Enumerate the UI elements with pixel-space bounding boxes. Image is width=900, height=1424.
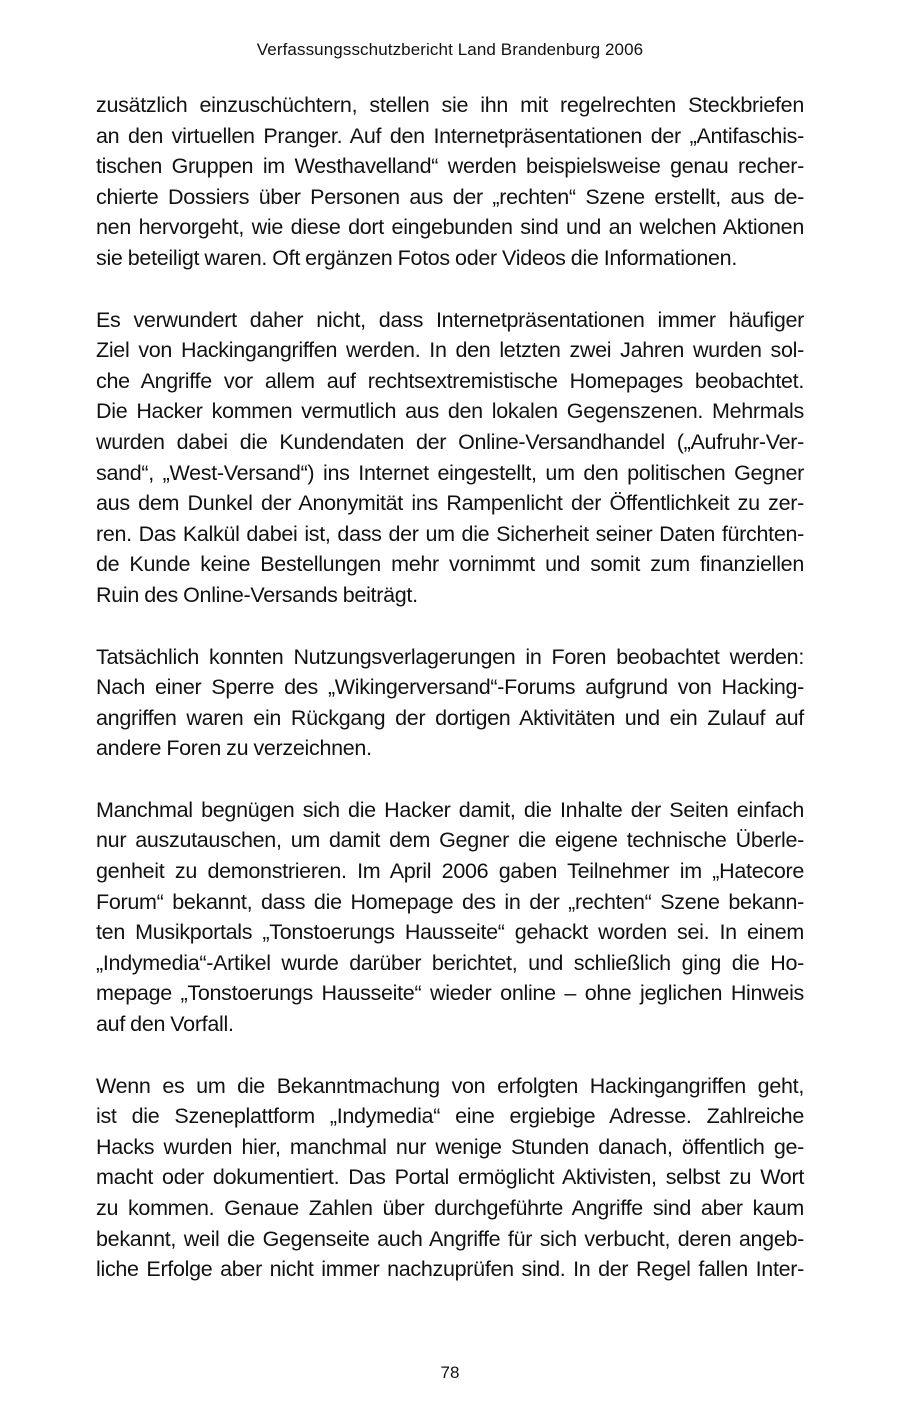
text-line: sand“, „West-Versand“) ins Internet eingestellt, um den politischen Gegner [96,460,804,485]
running-header: Verfassungsschutzbericht Land Brandenburg 2006 [256,40,644,59]
text-line: Es verwundert daher nicht, dass Internetpräsentationen immer häufiger [96,307,804,332]
text-line: Ziel von Hackingangriffen werden. In den letzten zwei Jahren wurden sol- [96,338,804,363]
text-line: aus dem Dunkel der Anonymität ins Rampenlicht der Öffentlichkeit zu zer- [96,491,804,516]
text-line: angriffen waren ein Rückgang der dortigen Aktivitäten und ein Zulauf auf [96,705,804,730]
paragraph-4 [96,795,804,1040]
text-line: „Indymedia“-Artikel wurde darüber berichtet, und schließlich ging die Ho- [96,950,804,975]
paragraph-2 [96,305,804,611]
text-line: Tatsächlich konnten Nutzungsverlagerungen in Foren beobachtet werden: [96,644,804,669]
text-line: Nach einer Sperre des „Wikingerversand“-Forums aufgrund von Hacking- [96,675,804,700]
text-line: che Angriffe vor allem auf rechtsextremistische Homepages beobachtet. [96,368,804,393]
text-line: macht oder dokumentiert. Das Portal ermöglicht Aktivisten, selbst zu Wort [96,1165,804,1190]
text-line: chierte Dossiers über Personen aus der „rechten“ Szene erstellt, aus de- [96,184,804,209]
text-line: nur auszutauschen, um damit dem Gegner die eigene technische Überle- [96,828,804,853]
page-number: 78 [440,1363,460,1382]
text-line: ren. Das Kalkül dabei ist, dass der um die Sicherheit seiner Daten fürchten- [96,521,804,546]
text-line: zu kommen. Genaue Zahlen über durchgeführte Angriffe sind aber kaum [96,1196,804,1220]
text-line: de Kunde keine Bestellungen mehr vornimmt und somit zum finanziellen [96,552,804,577]
text-line: Die Hacker kommen vermutlich aus den lokalen Gegenszenen. Mehrmals [96,399,804,424]
text-line: liche Erfolge aber nicht immer nachzuprüfen sind. In der Regel fallen Inter- [96,1257,804,1282]
text-line: wurden dabei die Kundendaten der Online-Versandhandel („Aufruhr-Ver- [96,429,804,454]
text-line: mepage „Tonstoerungs Hausseite“ wieder online – ohne jeglichen Hinweis [96,981,804,1006]
text-line: Wenn es um die Bekanntmachung von erfolgten Hackingangriffen geht, [96,1073,804,1098]
text-line: nen hervorgeht, wie diese dort eingebunden sind und an welchen Aktionen [96,215,804,240]
text-line: genheit zu demonstrieren. Im April 2006 gaben Teilnehmer im „Hatecore [96,859,804,884]
text-line: andere Foren zu verzeichnen. [96,736,372,761]
text-line: Forum“ bekannt, dass die Homepage des in der „rechten“ Szene bekann- [96,889,804,914]
text-line: auf den Vorfall. [96,1012,234,1037]
text-line: ten Musikportals „Tonstoerungs Hausseite“ gehackt worden sei. In einem [96,920,804,945]
text-line: Ruin des Online-Versands beiträgt. [96,582,418,607]
text-line: ist die Szeneplattform „Indymedia“ eine ergiebige Adresse. Zahlreiche [96,1104,804,1129]
text-line: bekannt, weil die Gegenseite auch Angriffe für sich verbucht, deren angeb- [96,1226,804,1251]
text-line: Manchmal begnügen sich die Hacker damit, die Inhalte der Seiten einfach [96,797,804,822]
text-line: an den virtuellen Pranger. Auf den Internetpräsentationen der „Antifaschis- [96,123,804,148]
text-line: tischen Gruppen im Westhavelland“ werden beispielsweise genau recher- [96,154,804,179]
text-line: zusätzlich einzuschüchtern, stellen sie ihn mit regelrechten Steckbriefen [96,93,804,117]
paragraph-3 [96,642,804,764]
paragraph-5 [96,1071,804,1285]
body-text [96,90,804,1316]
text-line: sie beteiligt waren. Oft ergänzen Fotos oder Videos die Informationen. [96,245,737,270]
paragraph-1 [96,90,804,274]
text-line: Hacks wurden hier, manchmal nur wenige Stunden danach, öffentlich ge- [96,1134,804,1159]
